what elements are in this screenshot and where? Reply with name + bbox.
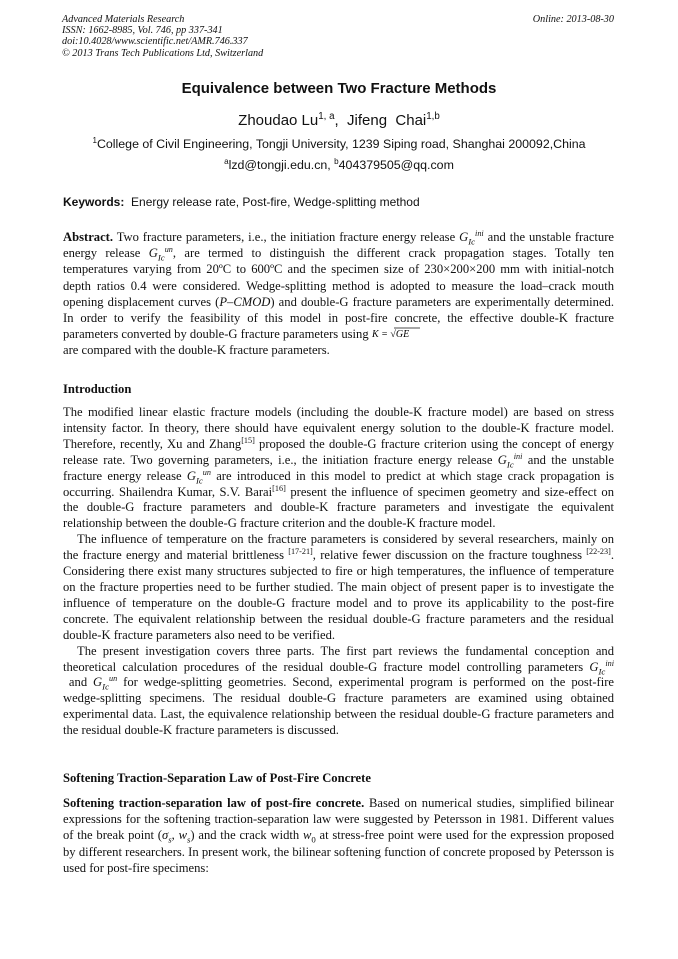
symbol-sub: Ic (195, 475, 203, 486)
abstract-text-4: ) and double-G fracture parameters are experimentally determined. In order to verify the feasibility of this model in post-fire concrete, the effective double-K fracture parameters converted by double-G fracture parameters using (63, 294, 614, 342)
symbol-sup: un (164, 245, 173, 255)
symbol-sub: Ic (506, 459, 514, 470)
symbol-g: G (589, 659, 599, 674)
keywords-label: Keywords: (63, 195, 125, 209)
abstract-pcmod: P–CMOD (219, 294, 271, 309)
journal-name: Advanced Materials Research (62, 14, 185, 25)
symbol-sigma: σ (161, 828, 169, 843)
email-line (0, 158, 678, 172)
symbol-sub: 0 (311, 834, 316, 845)
paper-title: Equivalence between Two Fracture Methods (181, 80, 497, 97)
softening-heading: Softening Traction-Separation Law of Post-Fire Concrete (63, 771, 371, 785)
keywords-text: Energy release rate, Post-fire, Wedge-splitting method (131, 195, 420, 209)
symbol-sup: ini (605, 658, 614, 668)
symbol-g: G (459, 230, 469, 244)
issn: ISSN: 1662-8985, Vol. 746, pp 337-341 (62, 25, 223, 37)
journal-header (62, 14, 263, 59)
abstract-text-1: Two fracture parameters, i.e., the initiation fracture energy release (113, 230, 460, 244)
abstract-label: Abstract. (63, 230, 114, 244)
softening-body (63, 795, 614, 876)
abstract-text-3: , are termed to distinguish the different crack propagation stages. Totally ten temperatures varying from 20ºC to 600ºC and the specimen size of 230×200×200 mm with initial-notch depth ratios 0.4 were considered. Wedge-splitting method is adopted to measure the load–crack mouth opening displacement curves ( (63, 246, 614, 309)
email-b-marker: b (334, 156, 339, 166)
symbol-sub: s (186, 834, 191, 845)
citation: [16] (272, 483, 286, 493)
intro-text: The present investigation covers three parts. The first part reviews the fundamental conception and theoretical calculation procedures of the residual double-G fracture model controlling parameters (63, 643, 614, 674)
affiliation (0, 137, 678, 151)
symbol-sub: Ic (598, 666, 606, 677)
softening-text: at stress-free point were used for the expression proposed by different researchers. In present work, the bilinear softening function of concrete proposed by Petersson is used for post-fire specimens: (63, 828, 614, 875)
symbol-w0: w (302, 828, 312, 843)
email-a: lzd@tongji.edu.cn, (228, 158, 335, 172)
intro-text: for wedge-splitting geometries. Second, experimental program is performed on the post-fire wedge-splitting specimens. The residual double-G fracture parameters are examined using obtained experimental data. Last, the equivalence relationship between the residual double-G fracture parameters and the residual double-K fracture parameters is discussed. (63, 675, 614, 738)
affiliation-marker: 1 (92, 135, 97, 145)
intro-paragraph-1 (63, 405, 614, 532)
symbol-w: w (178, 828, 187, 843)
formula-svg (372, 326, 422, 340)
intro-text: The influence of temperature on the fracture parameters is considered by several researchers, mainly on the fracture energy and material brittleness (63, 532, 614, 563)
intro-text: , relative fewer discussion on the fracture toughness (312, 548, 587, 563)
intro-text: . Considering there exist many structures subjected to fire or high temperatures, the influence of temperature on the fracture properties need to be further studied. The main object of present paper is to investigate the influence of temperature on the double-G fracture model and to prove its applicability to the post-fire concrete. The equivalent relationship between the residual double-G fracture parameters and the residual double-K fracture parameters also need to be verified. (63, 548, 614, 642)
affiliation-text: College of Civil Engineering, Tongji University, 1239 Siping road, Shanghai 200092,China (96, 137, 586, 151)
citation: [22-23] (586, 546, 611, 556)
keywords (63, 195, 420, 209)
formula-text: K = √GE (371, 329, 410, 341)
intro-text: proposed the double-G fracture criterion using the concept of energy release rate. Two governing parameters, i.e., the initiation fracture energy release (63, 436, 614, 467)
intro-text: present the influence of specimen geometry and size-effect on the double-G fracture parameters and double-K fracture parameters and investigate the equivalent relationship between the double-G fracture criterion and the double-K fracture model. (63, 484, 615, 531)
softening-text: Based on numerical studies, simplified bilinear expressions for the softening traction-separation law were suggested by Petersson in 1981. Different values of the break point ( (63, 796, 614, 843)
intro-paragraph-2 (63, 532, 614, 643)
citation: [15] (241, 435, 255, 445)
symbol-g: G (186, 468, 196, 483)
introduction-body (63, 405, 614, 739)
intro-text: are introduced in this model to predict at which stage crack propagation is occurring. Shailendra Kumar, S.V. Barai (63, 468, 614, 499)
copyright: © 2013 Trans Tech Publications Ltd, Switzerland (62, 47, 264, 59)
symbol-g: G (497, 452, 507, 467)
author-1-affil: 1, a (318, 111, 335, 122)
intro-paragraph-3 (63, 644, 614, 739)
author-separator: , (334, 112, 343, 129)
author-1: Zhoudao Lu (238, 112, 319, 129)
intro-text: and (63, 675, 94, 690)
abstract-text-5: are compared with the double-K fracture parameters. (63, 343, 330, 358)
formula-image (372, 326, 422, 340)
symbol-sub: Ic (468, 236, 476, 247)
symbol-g: G (93, 675, 103, 690)
online-date: Online: 2013-08-30 (532, 14, 614, 25)
abstract-text-2: and the unstable fracture energy release (63, 230, 614, 261)
symbol-sub: Ic (157, 252, 165, 263)
softening-text: , (171, 828, 179, 843)
symbol-sup: un (109, 674, 118, 684)
intro-text: and the unstable fracture energy release (63, 452, 614, 483)
symbol-sub: Ic (102, 681, 110, 692)
email-a-marker: a (224, 156, 229, 166)
author-list (0, 112, 678, 129)
email-b: 404379505@qq.com (338, 158, 454, 172)
intro-text: The modified linear elastic fracture models (including the double-K fracture model) are based on stress intensity factor. In theory, there should have equivalent energy solution to the double-K fracture model. Therefore, recently, Xu and Zhang (63, 405, 614, 451)
citation: [17-21] (288, 546, 313, 556)
symbol-sup: ini (475, 228, 484, 238)
symbol-sub: s (168, 834, 172, 845)
symbol-g: G (148, 246, 158, 261)
author-2: Jifeng Chai (347, 112, 427, 129)
author-2-affil: 1,b (426, 111, 440, 122)
symbol-sup: un (202, 467, 211, 477)
abstract (63, 229, 614, 359)
softening-bold-lead: Softening traction-separation law of post-fire concrete. (63, 796, 365, 810)
softening-text: ) and the crack width (190, 828, 303, 843)
doi: doi:10.4028/www.scientific.net/AMR.746.337 (62, 36, 248, 48)
symbol-sup: ini (513, 451, 523, 461)
introduction-heading: Introduction (63, 382, 132, 396)
